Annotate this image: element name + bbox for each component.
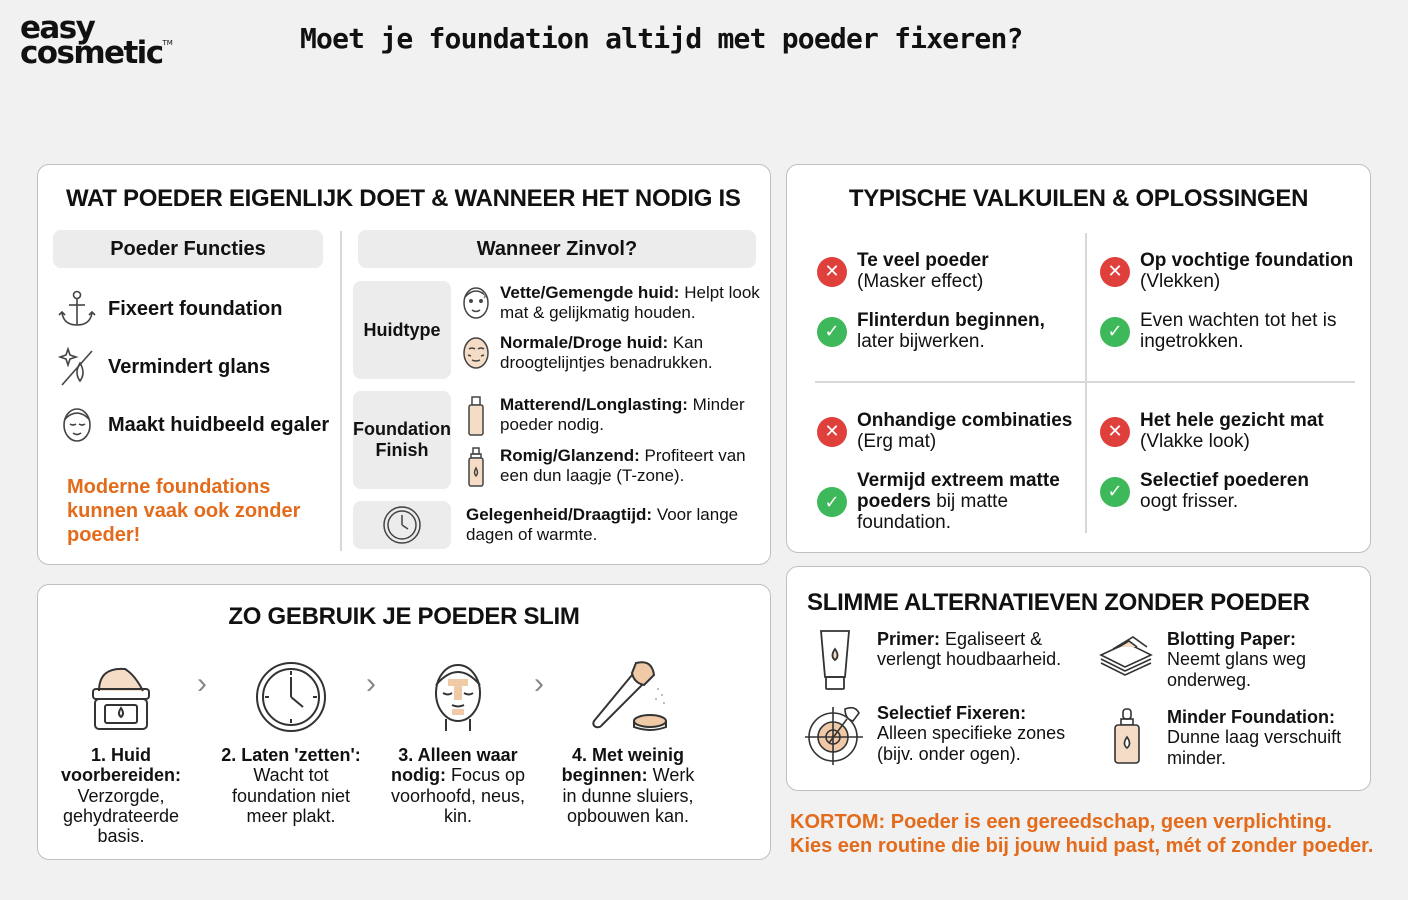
step-1 bbox=[46, 653, 196, 847]
item-vette-huid bbox=[460, 283, 760, 323]
chevron-right-icon: › bbox=[197, 667, 207, 700]
alt-minder-foundation bbox=[1111, 707, 1371, 768]
solution-vermijd-matte bbox=[817, 471, 1067, 534]
item-bold: Matterend/Longlasting: bbox=[500, 395, 688, 414]
step-bold: 1. Huid voorbereiden: bbox=[60, 745, 182, 786]
face-icon bbox=[58, 405, 96, 445]
problem-text: (Vlekken) bbox=[1140, 270, 1221, 292]
item-bold: Normale/Droge huid: bbox=[500, 333, 669, 352]
solution-selectief-poederen bbox=[1100, 471, 1309, 513]
error-icon: ✕ bbox=[817, 257, 847, 287]
problem-bold: Op vochtige foundation bbox=[1140, 250, 1354, 271]
error-icon: ✕ bbox=[817, 417, 847, 447]
item-text: Voor lange dagen of warmte. bbox=[466, 505, 739, 545]
blotting-paper-icon bbox=[1097, 629, 1155, 679]
problem-bold: Het hele gezicht mat bbox=[1140, 410, 1324, 431]
check-icon: ✓ bbox=[817, 317, 847, 347]
function-fixeert bbox=[58, 289, 282, 329]
category-foundation-finish: Foundation Finish bbox=[353, 391, 451, 489]
problem-vochtige-foundation bbox=[1100, 251, 1353, 293]
when-header: Wanneer Zinvol? bbox=[358, 230, 756, 268]
alt-text: Egaliseert & verlengt houdbaarheid. bbox=[877, 629, 1062, 670]
solution-text: later bijwerken. bbox=[857, 330, 985, 352]
step-bold: 2. Laten 'zetten': bbox=[221, 745, 361, 765]
face-zones-icon bbox=[383, 653, 533, 733]
cream-jar-icon bbox=[46, 653, 196, 733]
divider bbox=[815, 381, 1355, 383]
section4-title: SLIMME ALTERNATIEVEN ZONDER POEDER bbox=[807, 589, 1310, 616]
dropper-bottle-icon bbox=[1111, 707, 1143, 765]
brand-line1: easy bbox=[20, 10, 95, 46]
solution-text: bij matte foundation. bbox=[857, 490, 1009, 533]
problem-bold: Onhandige combinaties bbox=[857, 410, 1073, 431]
function-label: Vermindert glans bbox=[108, 355, 271, 378]
chevron-right-icon: › bbox=[534, 667, 544, 700]
function-label: Maakt huidbeeld egaler bbox=[108, 413, 330, 436]
check-icon: ✓ bbox=[1100, 477, 1130, 507]
item-bold: Gelegenheid/Draagtijd: bbox=[466, 505, 653, 524]
problem-text: (Masker effect) bbox=[857, 270, 984, 292]
step-4 bbox=[553, 653, 703, 826]
functions-header: Poeder Functies bbox=[53, 230, 323, 268]
summary-line1: KORTOM: Poeder is een gereedschap, geen verplichting. bbox=[790, 811, 1332, 833]
brand-tm: TM bbox=[162, 39, 173, 48]
problem-text: (Vlakke look) bbox=[1140, 430, 1250, 452]
error-icon: ✕ bbox=[1100, 417, 1130, 447]
step-2 bbox=[216, 653, 366, 826]
step-bold: 3. Alleen waar nodig: bbox=[390, 745, 518, 786]
brand-line2: cosmetic bbox=[20, 35, 163, 72]
solution-bold: Vermijd extreem matte poeders bbox=[857, 470, 1060, 512]
alt-bold: Blotting Paper: bbox=[1167, 629, 1296, 649]
solution-flinterdun bbox=[817, 311, 1045, 353]
error-icon: ✕ bbox=[1100, 257, 1130, 287]
item-text: Minder poeder nodig. bbox=[500, 395, 745, 435]
summary-kortom bbox=[790, 810, 1373, 858]
alt-text: Neemt glans weg onderweg. bbox=[1167, 649, 1307, 690]
item-romig bbox=[466, 446, 766, 488]
target-brush-icon bbox=[805, 703, 865, 765]
oily-face-icon bbox=[460, 283, 492, 321]
modern-foundations-note: Moderne foundations kunnen vaak ook zonder poeder! bbox=[67, 476, 301, 546]
alt-bold: Primer: bbox=[877, 629, 941, 649]
solution-even-wachten bbox=[1100, 311, 1350, 353]
step-3 bbox=[383, 653, 533, 826]
item-text: Profiteert van een dun laagje (T-zone). bbox=[500, 446, 746, 486]
step-text: Werk in dunne sluiers, opbouwen kan. bbox=[562, 765, 695, 826]
step-text: Focus op voorhoofd, neus, kin. bbox=[390, 765, 526, 826]
problem-hele-gezicht-mat bbox=[1100, 411, 1324, 453]
category-occasion bbox=[353, 501, 451, 549]
step-text: Verzorgde, gehydrateerde basis. bbox=[62, 785, 180, 847]
alt-bold: Minder Foundation: bbox=[1167, 707, 1335, 727]
primer-tube-icon bbox=[817, 629, 853, 691]
function-egaler bbox=[58, 405, 329, 445]
category-huidtype: Huidtype bbox=[353, 281, 451, 379]
anchor-icon bbox=[58, 289, 96, 329]
alt-selectief-fixeren bbox=[805, 703, 1095, 765]
item-matterend bbox=[466, 395, 766, 437]
step-text: Wacht tot foundation niet meer plakt. bbox=[231, 765, 351, 826]
item-bold: Vette/Gemengde huid: bbox=[500, 283, 680, 302]
dry-face-icon bbox=[460, 333, 492, 371]
alt-primer bbox=[817, 629, 1087, 691]
section-usage-steps bbox=[37, 584, 771, 860]
divider bbox=[1085, 233, 1087, 533]
function-label: Fixeert foundation bbox=[108, 297, 283, 320]
clock-icon bbox=[216, 653, 366, 733]
section-alternatives bbox=[786, 566, 1371, 791]
item-droge-huid bbox=[460, 333, 760, 373]
item-gelegenheid bbox=[466, 505, 766, 545]
problem-bold: Te veel poeder bbox=[857, 250, 989, 271]
problem-te-veel-poeder bbox=[817, 251, 989, 293]
alt-text: Dunne laag verschuift minder. bbox=[1167, 727, 1342, 768]
section3-title: ZO GEBRUIK JE POEDER SLIM bbox=[228, 603, 580, 630]
problem-onhandige-combinaties bbox=[817, 411, 1072, 453]
function-glans bbox=[58, 347, 270, 387]
matte-bottle-icon bbox=[466, 395, 486, 437]
check-icon: ✓ bbox=[817, 487, 847, 517]
section2-title: TYPISCHE VALKUILEN & OPLOSSINGEN bbox=[848, 185, 1309, 212]
divider bbox=[340, 231, 342, 551]
brand-logo bbox=[20, 10, 190, 76]
check-icon: ✓ bbox=[1100, 317, 1130, 347]
clock-icon bbox=[382, 505, 422, 545]
alt-blotting-paper bbox=[1097, 629, 1367, 690]
chevron-right-icon: › bbox=[366, 667, 376, 700]
alt-bold: Selectief Fixeren: bbox=[877, 703, 1027, 723]
solution-bold: Selectief poederen bbox=[1140, 470, 1309, 491]
summary-line2: Kies een routine die bij jouw huid past, mét of zonder poeder. bbox=[790, 835, 1374, 857]
item-text: Kan droogtelijntjes benadrukken. bbox=[500, 333, 713, 373]
solution-text: Even wachten tot het is ingetrokken. bbox=[1140, 310, 1337, 352]
solution-text: oogt frisser. bbox=[1140, 490, 1239, 512]
sparkle-drop-icon bbox=[58, 347, 96, 387]
section1-title: WAT POEDER EIGENLIJK DOET & WANNEER HET NODIG IS bbox=[66, 185, 741, 212]
page-title: Moet je foundation altijd met poeder fixeren? bbox=[300, 22, 1023, 55]
step-bold: 4. Met weinig beginnen: bbox=[561, 745, 685, 786]
solution-bold: Flinterdun beginnen, bbox=[857, 310, 1045, 331]
problem-text: (Erg mat) bbox=[857, 430, 937, 452]
section-pitfalls bbox=[786, 164, 1371, 553]
section-powder-function bbox=[37, 164, 771, 565]
item-bold: Romig/Glanzend: bbox=[500, 446, 640, 465]
powder-brush-icon bbox=[553, 653, 703, 733]
dewy-bottle-icon bbox=[466, 446, 486, 488]
alt-text: Alleen specifieke zones (bijv. onder ogen). bbox=[877, 723, 1066, 764]
item-text: Helpt look mat & gelijkmatig houden. bbox=[500, 283, 760, 323]
